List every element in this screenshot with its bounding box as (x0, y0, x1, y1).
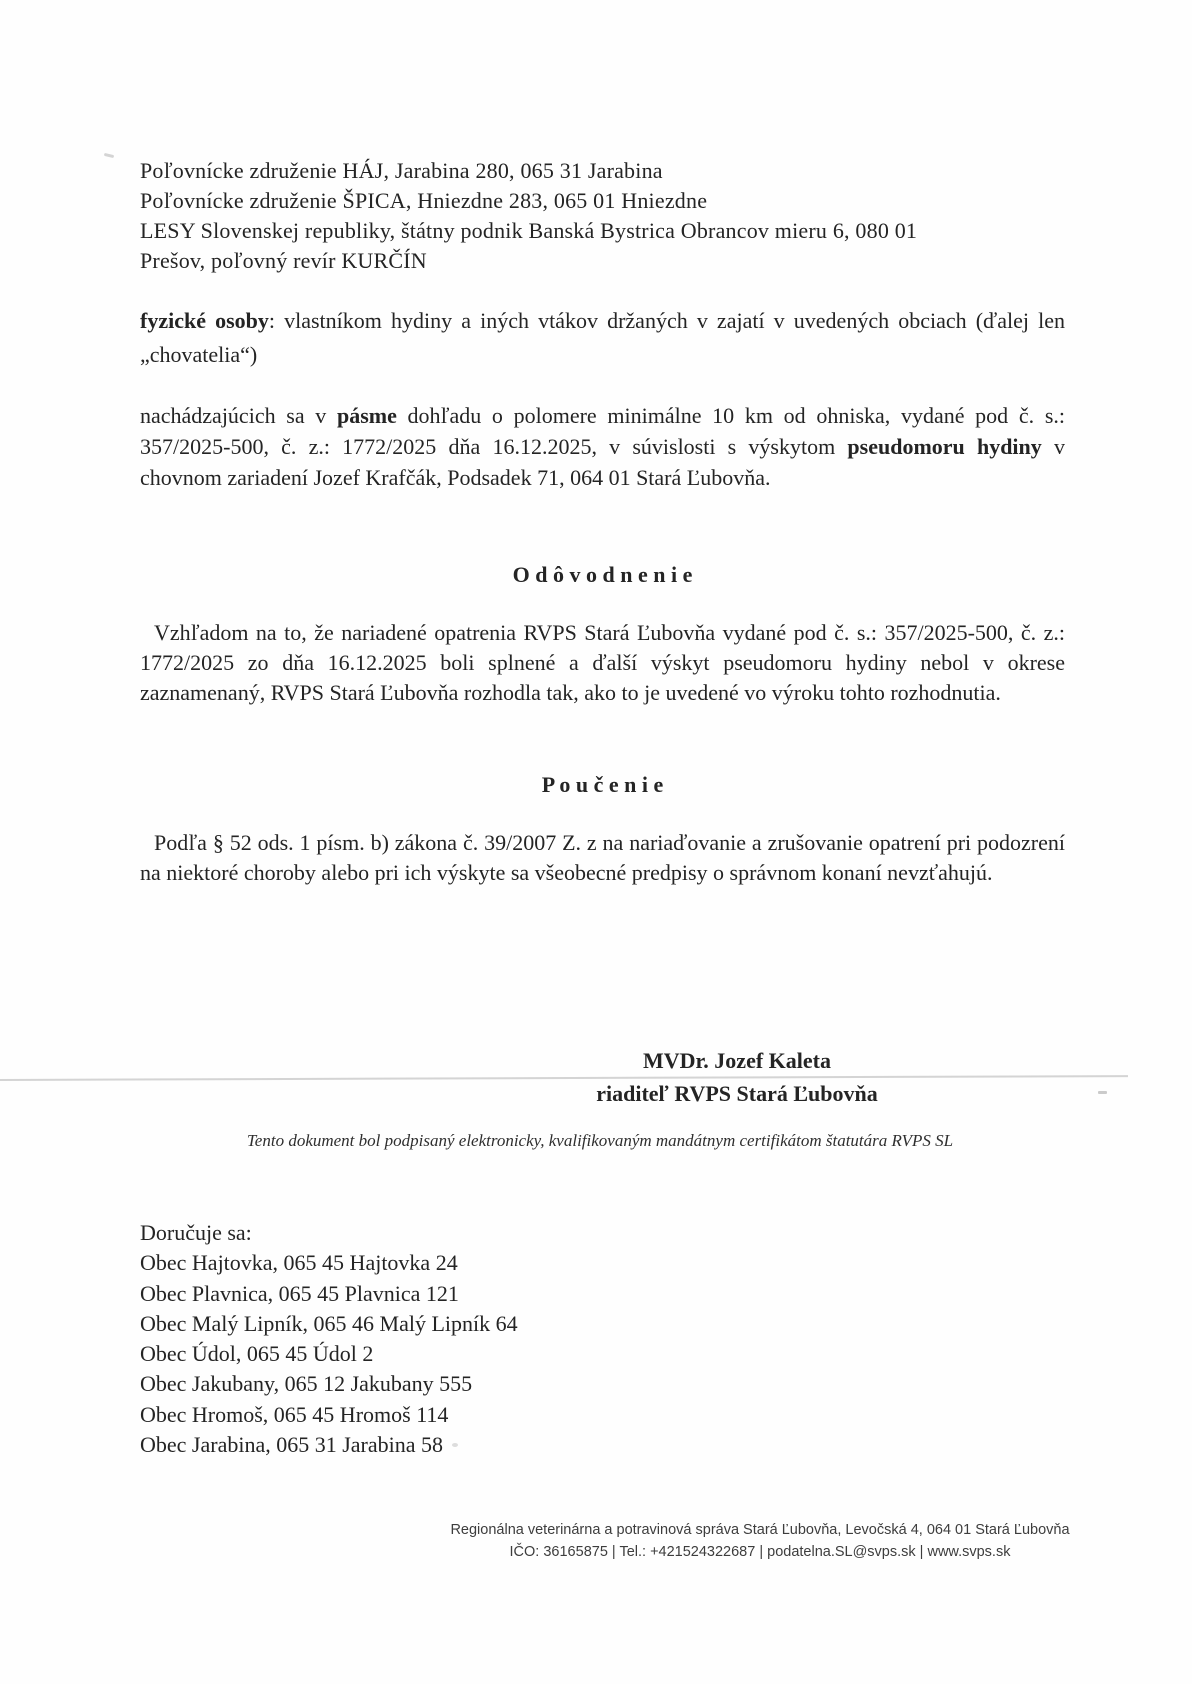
distribution-item: Obec Údol, 065 45 Údol 2 (140, 1341, 374, 1367)
distribution-item: Obec Plavnica, 065 45 Plavnica 121 (140, 1280, 459, 1306)
recipient-line: LESY Slovenskej republiky, štátny podnik Banská Bystrica Obrancov mieru 6, 080 01 (140, 218, 918, 243)
paragraph-run-bold: pseudomoru hydiny (847, 434, 1042, 459)
paragraph-run: : vlastníkom hydiny a iných vtákov držaných v zajatí v uvedených obciach (ďalej len „chovatelia“) (140, 308, 1066, 367)
paragraph-run-bold: fyzické osoby (140, 308, 269, 333)
electronic-signature-note: Tento dokument bol podpisaný elektronicky, kvalifikovaným mandátnym certifikátom štatutára RVPS SL (246, 1131, 954, 1150)
paragraph-fyzicke-osoby (140, 304, 1065, 372)
distribution-item: Obec Malý Lipník, 065 46 Malý Lipník 64 (140, 1310, 518, 1336)
paragraph-odovodnenie: Vzhľadom na to, že nariadené opatrenia RVPS Stará Ľubovňa vydané pod č. s.: 357/2025-500, č. z.: 1772/2025 zo dňa 16.12.2025 boli splnené a ďalší výskyt pseudomoru hydiny nebol v okrese zaznamenaný, RVPS Stará Ľubovňa rozhodla tak, ako to je uvedené vo výroku tohto rozhodnutia. (140, 620, 1065, 705)
distribution-item: Obec Hromoš, 065 45 Hromoš 114 (140, 1401, 449, 1427)
scan-noise-speck (104, 153, 114, 158)
paragraph-run: v chovnom zariadení Jozef Krafčák, Podsadek 71, 064 01 Stará Ľubovňa. (140, 434, 1065, 490)
paragraph-poucenie: Podľa § 52 ods. 1 písm. b) zákona č. 39/2007 Z. z na nariaďovanie a zrušovanie opatrení pri podozrení na niektoré choroby alebo pri ich výskyte sa všeobecné predpisy o správnom konaní nevzťahujú. (140, 830, 1065, 885)
distribution-item: Obec Jarabina, 065 31 Jarabina 58 (140, 1432, 444, 1458)
footer-address-line: Regionálna veterinárna a potravinová správa Stará Ľubovňa, Levočská 4, 064 01 Stará Ľubovňa (450, 1522, 1070, 1538)
section-heading-odovodnenie: O d ô v o d n e n i e (512, 562, 693, 587)
paragraph-run: nachádzajúcich sa v (140, 403, 337, 428)
distribution-list (140, 1218, 840, 1460)
section-heading-poucenie: P o u č e n i e (541, 772, 664, 797)
letterhead-footer (330, 1520, 1190, 1563)
distribution-item: Obec Jakubany, 065 12 Jakubany 555 (140, 1371, 473, 1397)
recipient-line: Poľovnícke združenie HÁJ, Jarabina 280, 065 31 Jarabina (140, 158, 663, 183)
paragraph-pasmo-dohladu (140, 400, 1065, 493)
signatory-title: riaditeľ RVPS Stará Ľubovňa (596, 1081, 878, 1106)
distribution-label: Doručuje sa: (140, 1220, 252, 1245)
recipient-address-block (140, 156, 1090, 276)
recipient-line: Prešov, poľovný revír KURČÍN (140, 248, 427, 273)
footer-contact-line: IČO: 36165875 | Tel.: +421524322687 | podatelna.SL@svps.sk | www.svps.sk (509, 1543, 1011, 1560)
paragraph-run-bold: pásme (336, 403, 397, 428)
signatory-name: MVDr. Jozef Kaleta (643, 1048, 831, 1073)
signature-block (512, 1044, 962, 1110)
scan-noise-speck (1098, 1091, 1107, 1094)
paragraph-run: dohľadu o polomere minimálne 10 km od ohniska, vydané pod č. s.: 357/2025-500, č. z.: 1772/2025 dňa 16.12.2025, v súvislosti s výskytom (140, 403, 1065, 459)
recipient-line: Poľovnícke združenie ŠPICA, Hniezdne 283, 065 01 Hniezdne (140, 188, 708, 213)
distribution-item: Obec Hajtovka, 065 45 Hajtovka 24 (140, 1250, 458, 1276)
